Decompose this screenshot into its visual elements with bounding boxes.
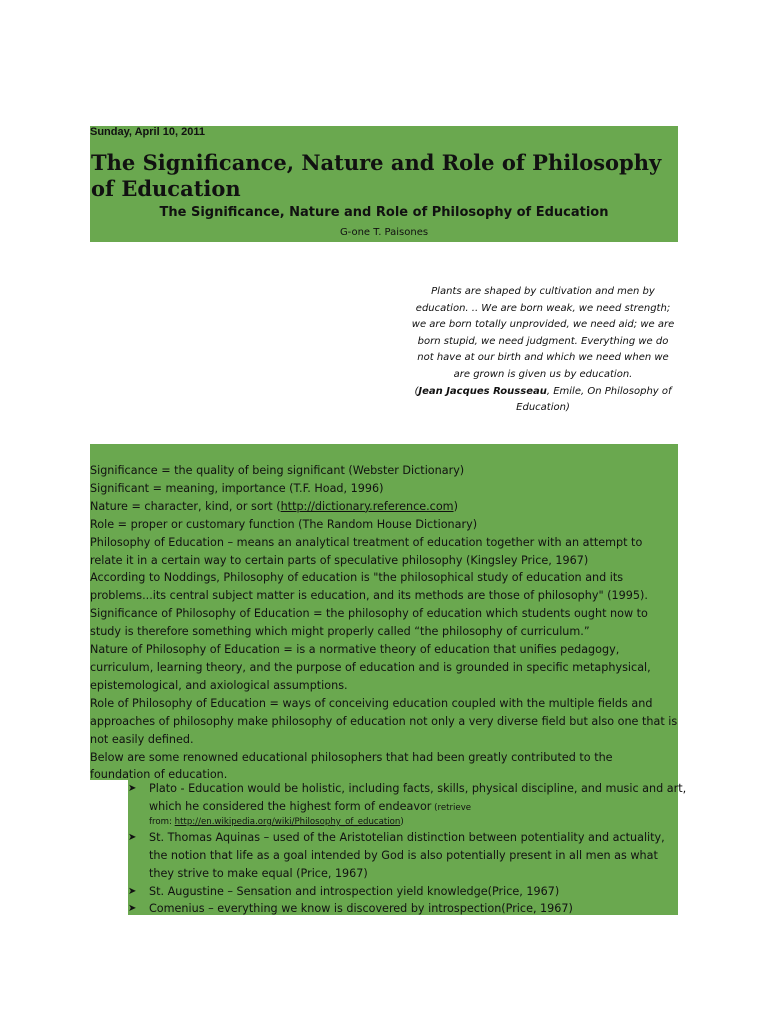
title-line-2: of Education (91, 176, 241, 201)
arrow-bullet-icon: ➤ (128, 783, 137, 794)
arrow-bullet-icon: ➤ (128, 885, 137, 897)
page-title (91, 150, 671, 202)
list-item-comenius (128, 900, 678, 918)
body-line: relate it in a certain way to certain parts of speculative philosophy (Kingsley Price, 1967) (90, 553, 589, 567)
body-line: Significant = meaning, importance (T.F. Hoad, 1996) (90, 481, 384, 495)
dictionary-link[interactable]: http://dictionary.reference.com (280, 499, 454, 513)
body-line: study is therefore something which might properly called “the philosophy of curriculum.” (90, 625, 590, 639)
citation-open: ( (414, 385, 419, 397)
quote-line: not have at our birth and which we need when we (417, 352, 669, 364)
body-line: Philosophy of Education – means an analytical treatment of education together with an attempt to (90, 535, 643, 549)
aquinas-line-2: the notion that life as a goal intended by God is also potentially present in all men as what (149, 848, 658, 862)
plato-close: ) (400, 816, 404, 827)
body-line: According to Noddings, Philosophy of education is "the philosophical study of education and its (90, 571, 624, 585)
body-line: problems...its central subject matter is education, and its methods are those of philosophy" (1995). (90, 589, 648, 603)
plato-source (149, 816, 678, 829)
plato-retrieve: (retrieve (431, 802, 472, 813)
document-subtitle: The Significance, Nature and Role of Philosophy of Education (159, 205, 609, 220)
quote-line: born stupid, we need judgment. Everything we do (417, 335, 669, 347)
plato-line-1: Plato - Education would be holistic, including facts, skills, physical discipline, and music and art, (149, 782, 687, 795)
plato-line-2 (149, 798, 678, 816)
arrow-bullet-icon: ➤ (128, 903, 137, 915)
plato-from: from: (149, 816, 175, 827)
list-item-plato (128, 780, 687, 829)
body-line: Significance = the quality of being significant (Webster Dictionary) (90, 464, 465, 477)
title-line-1: The Significance, Nature and Role of Philosophy (91, 150, 662, 175)
list-item-augustine (128, 883, 678, 901)
comenius-line: Comenius – everything we know is discovered by introspection(Price, 1967) (149, 902, 573, 916)
wikipedia-link[interactable]: http://en.wikipedia.org/wiki/Philosophy_of_education (174, 816, 401, 827)
arrow-bullet-icon: ➤ (128, 831, 137, 843)
citation-author: Jean Jacques Rousseau (418, 385, 547, 397)
body-line: foundation of education. (90, 768, 228, 782)
plato-text: which he considered the highest form of endeavor (149, 799, 432, 813)
body-line: approaches of philosophy make philosophy of education not only a very diverse field but also one that is (90, 714, 678, 728)
definitions-body (90, 462, 680, 784)
augustine-line: St. Augustine – Sensation and introspection yield knowledge(Price, 1967) (149, 884, 560, 898)
body-line: Nature of Philosophy of Education = is a normative theory of education that unifies pedagogy, (90, 643, 620, 657)
body-line: Below are some renowned educational philosophers that had been greatly contributed to the (90, 750, 613, 764)
quote-line: Plants are shaped by cultivation and men by (431, 286, 655, 297)
body-line: Role of Philosophy of Education = ways of conceiving education coupled with the multiple fields and (90, 696, 653, 710)
body-line-nature (90, 498, 680, 516)
nature-suffix: ) (453, 499, 458, 513)
author-name: G-one T. Paisones (339, 227, 429, 238)
body-line: curriculum, learning theory, and the purpose of education and is grounded in specific metaphysical, (90, 660, 651, 674)
nature-prefix: Nature = character, kind, or sort ( (90, 499, 281, 513)
quote-line: education. .. We are born weak, we need strength; (415, 302, 671, 314)
aquinas-line-1: St. Thomas Aquinas – used of the Aristotelian distinction between potentiality and actuality, (149, 830, 665, 844)
body-line: Role = proper or customary function (The Random House Dictionary) (90, 517, 478, 531)
header-highlight (90, 126, 678, 242)
post-date: Sunday, April 10, 2011 (90, 126, 205, 138)
body-line: Significance of Philosophy of Education = the philosophy of education which students ought now to (90, 607, 648, 621)
quote-line: we are born totally unprovided, we need aid; we are (411, 319, 675, 331)
aquinas-line-3: they strive to make equal (Price, 1967) (149, 866, 368, 880)
list-item-aquinas (128, 829, 678, 883)
quote-citation-line-2: Education) (516, 402, 570, 414)
citation-rest: , Emile, On Philosophy of (546, 385, 672, 397)
body-line: not easily defined. (90, 732, 194, 746)
body-line: epistemological, and axiological assumptions. (90, 678, 348, 692)
philosophers-list (128, 780, 687, 918)
epigraph-quote (405, 284, 681, 417)
quote-line: are grown is given us by education. (453, 368, 633, 380)
quote-citation (405, 384, 681, 401)
